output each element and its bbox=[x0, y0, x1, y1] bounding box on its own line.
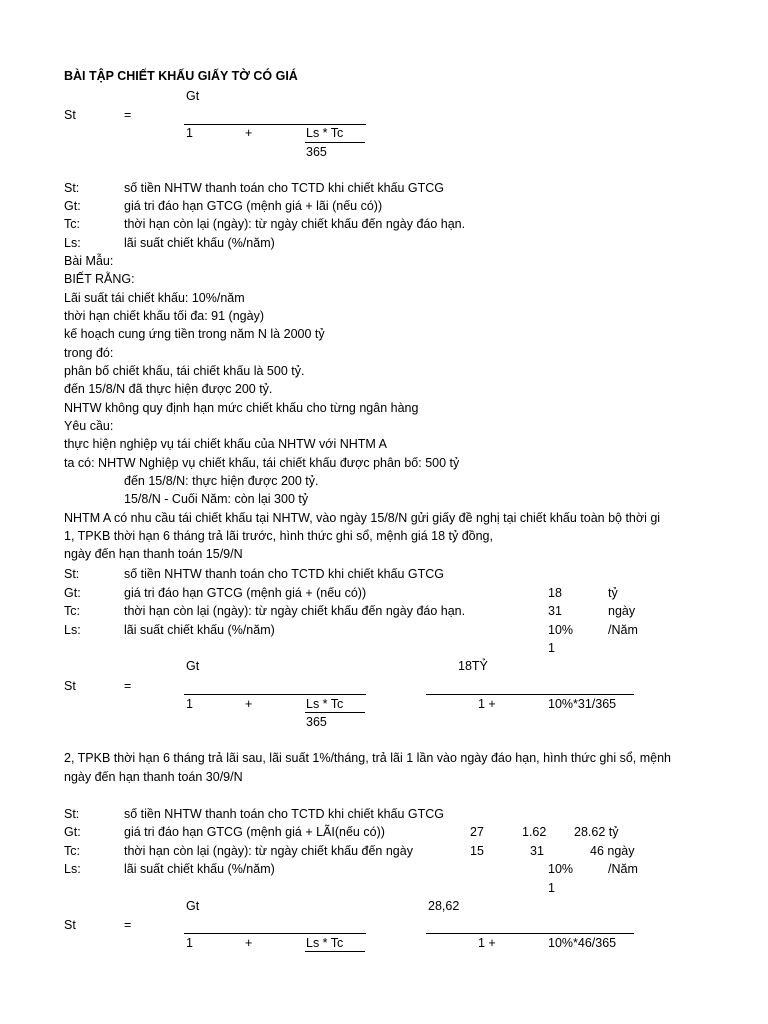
case-2-symbol: Tc: bbox=[64, 844, 80, 858]
formula-rate-term: Ls * Tc bbox=[306, 936, 344, 950]
case-1-symbol: Gt: bbox=[64, 586, 81, 600]
case-1-calc-rate: 10%*31/365 bbox=[548, 697, 617, 711]
definition-symbol: Ls: bbox=[64, 236, 81, 250]
inner-fraction-line bbox=[305, 712, 365, 713]
body-line: kế hoạch cung ứng tiền trong năm N là 2000 tỷ bbox=[64, 327, 325, 341]
case-2-symbol: St: bbox=[64, 807, 80, 821]
case-1-text: giá tri đáo hạn GTCG (mệnh giá + (nếu có)) bbox=[124, 586, 367, 600]
case-1-value: 31 bbox=[548, 604, 562, 618]
case-1-unit: tỷ bbox=[608, 586, 618, 600]
body-line: thực hiện nghiệp vụ tái chiết khấu của NHTW với NHTM A bbox=[64, 437, 387, 451]
case-2-ls-value: 10% bbox=[548, 862, 574, 876]
fraction-line bbox=[184, 124, 366, 125]
body-line: đến 15/8/N đã thực hiện được 200 tỷ. bbox=[64, 382, 273, 396]
case-1-calc-one-plus: 1 + bbox=[478, 697, 496, 711]
definition-text: giá tri đáo hạn GTCG (mệnh giá + lãi (nếu có)) bbox=[124, 199, 383, 213]
inner-fraction-line bbox=[305, 142, 365, 143]
definition-symbol: Tc: bbox=[64, 217, 80, 231]
formula-plus: + bbox=[245, 697, 253, 711]
definition-text: lãi suất chiết khấu (%/năm) bbox=[124, 236, 275, 250]
case-1-value: 10% bbox=[548, 623, 574, 637]
formula-one: 1 bbox=[186, 126, 193, 140]
formula-numerator: Gt bbox=[186, 659, 200, 673]
case-1-value: 18 bbox=[548, 586, 562, 600]
case-2-calc-one-plus: 1 + bbox=[478, 936, 496, 950]
body-line: phân bố chiết khấu, tái chiết khấu là 500 tỷ. bbox=[64, 364, 305, 378]
case-2-gt-value: 28.62 tỷ bbox=[574, 825, 619, 839]
case-1-due-date: ngày đến hạn thanh toán 15/9/N bbox=[64, 547, 243, 561]
case-1-text: số tiền NHTW thanh toán cho TCTD khi chiết khấu GTCG bbox=[124, 567, 445, 581]
case-1-calc-numerator: 18TỶ bbox=[458, 659, 488, 673]
case-1-text: thời hạn còn lại (ngày): từ ngày chiết khấu đến ngày đáo hạn. bbox=[124, 604, 466, 618]
case-1-symbol: Tc: bbox=[64, 604, 80, 618]
case-2-text: số tiền NHTW thanh toán cho TCTD khi chiết khấu GTCG bbox=[124, 807, 445, 821]
case-2-symbol: Gt: bbox=[64, 825, 81, 839]
formula-lhs: St bbox=[64, 679, 76, 693]
case-2-gt-value: 27 bbox=[470, 825, 484, 839]
fraction-line bbox=[184, 933, 366, 934]
formula-plus: + bbox=[245, 126, 253, 140]
formula-numerator: Gt bbox=[186, 89, 200, 103]
case-2-calc-rate: 10%*46/365 bbox=[548, 936, 617, 950]
body-line: thời hạn chiết khấu tối đa: 91 (ngày) bbox=[64, 309, 264, 323]
case-2-gt-value: 1.62 bbox=[522, 825, 547, 839]
request-line: NHTM A có nhu cầu tái chiết khấu tại NHTW, vào ngày 15/8/N gửi giấy đề nghị tại chiết khấu toàn bộ thời gi bbox=[64, 511, 661, 525]
formula-one: 1 bbox=[186, 936, 193, 950]
formula-one: 1 bbox=[186, 697, 193, 711]
formula-lhs: St bbox=[64, 108, 76, 122]
body-line: Yêu cầu: bbox=[64, 419, 114, 433]
calc-fraction-line bbox=[426, 933, 634, 934]
case-2-due-date: ngày đến hạn thanh toán 30/9/N bbox=[64, 770, 243, 784]
case-2-text: thời hạn còn lại (ngày): từ ngày chiết khấu đến ngày bbox=[124, 844, 413, 858]
indented-line: đến 15/8/N: thực hiện được 200 tỷ. bbox=[124, 474, 319, 488]
formula-equals: = bbox=[124, 108, 132, 122]
inner-fraction-line bbox=[305, 951, 365, 952]
case-2-text: lãi suất chiết khấu (%/năm) bbox=[124, 862, 275, 876]
formula-equals: = bbox=[124, 679, 132, 693]
body-line: trong đó: bbox=[64, 346, 114, 360]
formula-lhs: St bbox=[64, 918, 76, 932]
case-2-calc-numerator: 28,62 bbox=[428, 899, 460, 913]
page-title: BÀI TẬP CHIẾT KHẤU GIẤY TỜ CÓ GIÁ bbox=[64, 69, 298, 83]
case-2-tc-value: 15 bbox=[470, 844, 484, 858]
case-1-unit: ngày bbox=[608, 604, 636, 618]
case-1-symbol: St: bbox=[64, 567, 80, 581]
definition-text: số tiền NHTW thanh toán cho TCTD khi chiết khấu GTCG bbox=[124, 181, 445, 195]
case-2-extra-one: 1 bbox=[548, 881, 555, 895]
case-2-tc-value: 31 bbox=[530, 844, 544, 858]
body-line: ta có: NHTW Nghiệp vụ chiết khấu, tái chiết khấu được phân bố: 500 tỷ bbox=[64, 456, 460, 470]
calc-fraction-line bbox=[426, 694, 634, 695]
case-2-ls-unit: /Năm bbox=[608, 862, 638, 876]
case-2-description: 2, TPKB thời hạn 6 tháng trả lãi sau, lãi suất 1%/tháng, trả lãi 1 lần vào ngày đáo hạn, hình thức ghi sổ, mệnh bbox=[64, 751, 671, 765]
definition-text: thời hạn còn lại (ngày): từ ngày chiết khấu đến ngày đáo hạn. bbox=[124, 217, 466, 231]
case-2-symbol: Ls: bbox=[64, 862, 81, 876]
body-line: BIẾT RẰNG: bbox=[64, 272, 135, 286]
definition-symbol: Gt: bbox=[64, 199, 81, 213]
case-1-symbol: Ls: bbox=[64, 623, 81, 637]
body-line: Lãi suất tái chiết khấu: 10%/năm bbox=[64, 291, 245, 305]
formula-days: 365 bbox=[306, 145, 327, 159]
case-1-unit: /Năm bbox=[608, 623, 638, 637]
formula-rate-term: Ls * Tc bbox=[306, 697, 344, 711]
indented-line: 15/8/N - Cuối Năm: còn lại 300 tỷ bbox=[124, 492, 309, 506]
case-1-description: 1, TPKB thời hạn 6 tháng trả lãi trước, hình thức ghi sổ, mệnh giá 18 tỷ đồng, bbox=[64, 529, 493, 543]
formula-equals: = bbox=[124, 918, 132, 932]
fraction-line bbox=[184, 694, 366, 695]
case-1-text: lãi suất chiết khấu (%/năm) bbox=[124, 623, 275, 637]
body-line: NHTW không quy định hạn mức chiết khấu cho từng ngân hàng bbox=[64, 401, 419, 415]
formula-rate-term: Ls * Tc bbox=[306, 126, 344, 140]
definition-symbol: St: bbox=[64, 181, 80, 195]
formula-days: 365 bbox=[306, 715, 327, 729]
formula-numerator: Gt bbox=[186, 899, 200, 913]
case-2-tc-value: 46 ngày bbox=[590, 844, 635, 858]
case-1-extra-one: 1 bbox=[548, 641, 555, 655]
case-2-text: giá tri đáo hạn GTCG (mệnh giá + LÃI(nếu có)) bbox=[124, 825, 385, 839]
body-line: Bài Mẫu: bbox=[64, 254, 114, 268]
formula-plus: + bbox=[245, 936, 253, 950]
